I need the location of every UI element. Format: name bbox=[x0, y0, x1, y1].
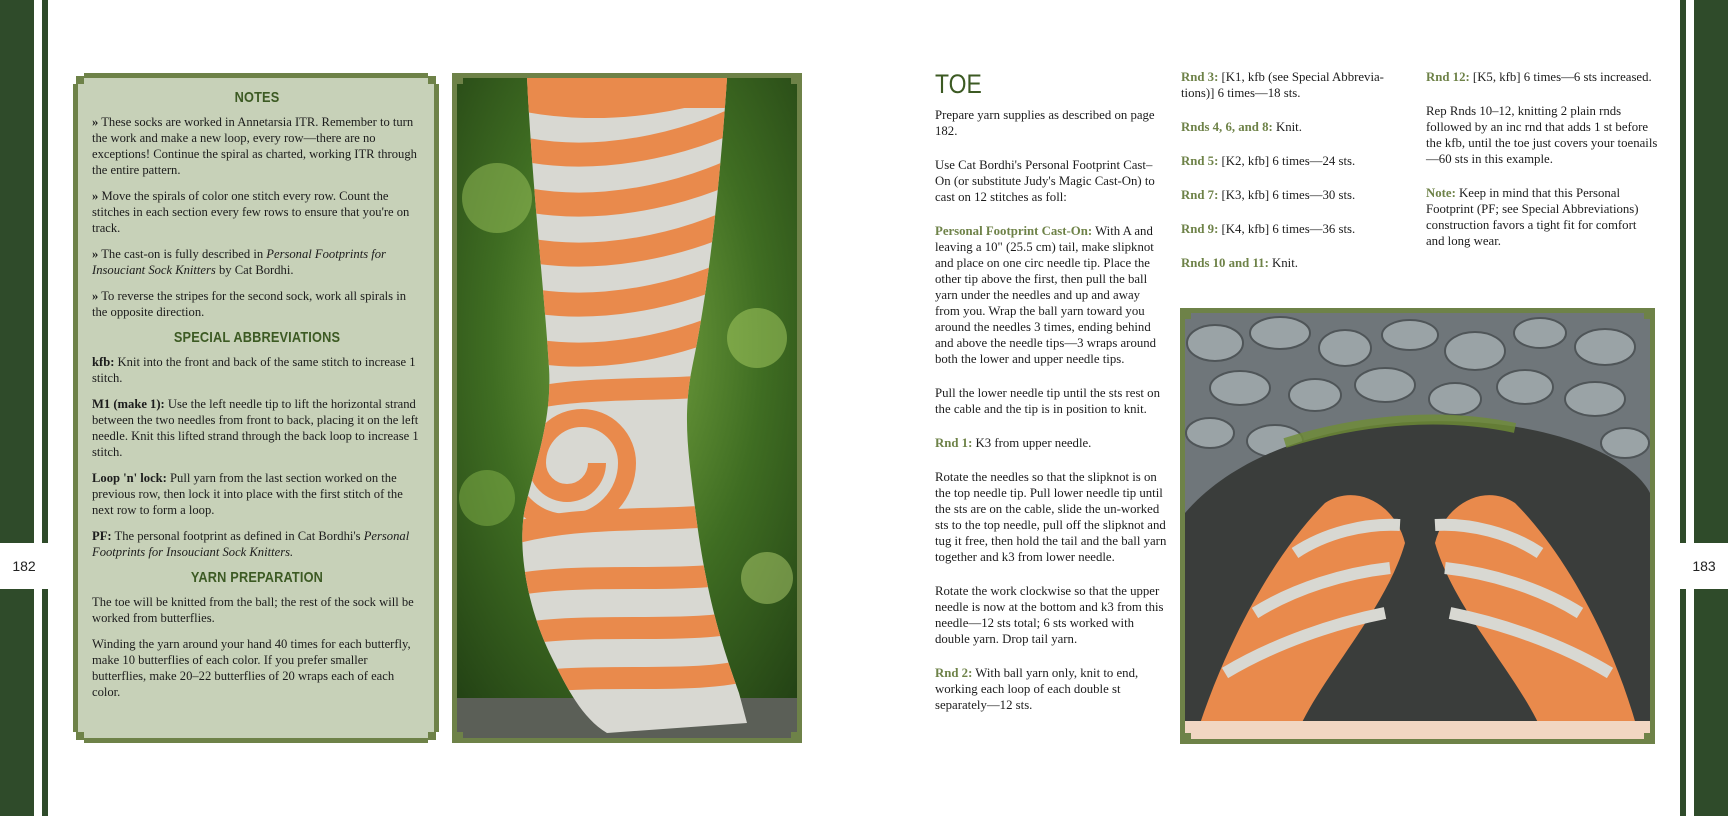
toe-paragraph: Use Cat Bordhi's Personal Footprint Cast–On (or substitute Judy's Magic Cast-On) to cast on 12 stitches as foll: bbox=[935, 158, 1155, 204]
abbreviations-heading: SPECIAL ABBREVIATIONS bbox=[173, 329, 341, 346]
right-edge-band bbox=[1694, 0, 1728, 816]
socks-on-rock-photo bbox=[1180, 308, 1655, 744]
round-instruction: Rnd 3: [K1, kfb (see Special Abbrevia-tions)] 6 times—18 sts. bbox=[1181, 70, 1384, 100]
round-instruction: Rnd 12: [K5, kfb] 6 times—6 sts increased. bbox=[1426, 70, 1652, 84]
round-instruction: Rnds 10 and 11: Knit. bbox=[1181, 256, 1298, 270]
abbrev-item: PF: The personal footprint as defined in Cat Bordhi's Personal Footprints for Insouciant Sock Knitters. bbox=[92, 529, 410, 559]
toe-column bbox=[935, 69, 1167, 731]
notes-heading: NOTES bbox=[234, 89, 280, 106]
toe-paragraph: Rotate the needles so that the slipknot is on the top needle tip. Pull lower needle tip until the sts are on the cable, slide the un-worked sts to the top needle, pull off the slipknot and tug it free, then hold the tail and the ball yarn together and k3 from lower needle. bbox=[935, 470, 1167, 564]
round-instruction: Rnd 5: [K2, kfb] 6 times—24 sts. bbox=[1181, 154, 1356, 168]
yarn-prep-heading: YARN PREPARATION bbox=[190, 569, 324, 586]
left-edge-band bbox=[0, 0, 34, 816]
round-instruction: Rnd 9: [K4, kfb] 6 times—36 sts. bbox=[1181, 222, 1356, 236]
note-item: » These socks are worked in Annetarsia ITR. Remember to turn the work and make a new loop, every row—there are no exceptions! Continue the spiral as charted, working ITR through the entire pattern. bbox=[92, 115, 417, 177]
toe-paragraph: Rotate the work clockwise so that the upper needle is now at the bottom and k3 from this needle—12 sts total; 6 sts worked with double yarn. Drop tail yarn. bbox=[935, 584, 1164, 646]
abbrev-item: kfb: Knit into the front and back of the same stitch to increase 1 stitch. bbox=[92, 355, 416, 385]
repeat-paragraph: Rep Rnds 10–12, knitting 2 plain rnds followed by an inc rnd that adds 1 st before the kfb, until the toe just covers your toenails—60 sts in this example. bbox=[1426, 104, 1658, 166]
toe-paragraph: Rnd 2: With ball yarn only, knit to end, working each loop of each double st separately—12 sts. bbox=[935, 666, 1139, 712]
sock-leg-photo bbox=[452, 73, 802, 743]
continuation-column bbox=[1426, 69, 1658, 267]
right-edge-stripe bbox=[1680, 0, 1686, 816]
note-item: » To reverse the stripes for the second sock, work all spirals in the opposite direction. bbox=[92, 289, 407, 319]
abbrev-item: Loop 'n' lock: Pull yarn from the last section worked on the previous row, then lock it into place with the first stitch of the next row to form a loop. bbox=[92, 471, 403, 517]
yarn-paragraph: The toe will be knitted from the ball; the rest of the sock will be worked from butterflies. bbox=[92, 595, 414, 625]
toe-paragraph: Personal Footprint Cast-On: With A and leaving a 10" (25.5 cm) tail, make slipknot and place on one circ needle tip. Place the other tip above the first, then pull the ball yarn under the needles and up and away from you. Wrap the ball yarn toward you around the needles 3 times, ending behind and above the needle tips—3 wraps around both the lower and upper needle tips. bbox=[935, 224, 1157, 366]
socks-on-rock-image bbox=[1185, 313, 1650, 739]
toe-paragraph: Prepare yarn supplies as described on page 182. bbox=[935, 108, 1155, 138]
note-item: » Move the spirals of color one stitch every row. Count the stitches in each section every few rows to ensure that you're on track. bbox=[92, 189, 410, 235]
rounds-column bbox=[1181, 69, 1401, 289]
abbrev-item: M1 (make 1): Use the left needle tip to lift the horizontal strand between the two needles from front to back, placing it on the left needle. Knit this lifted strand through the back loop to increase 1 stitch. bbox=[92, 397, 419, 459]
note-paragraph: Note: Keep in mind that this Personal Footprint (PF; see Special Abbreviations) construction favors a tight fit for comfort and long wear. bbox=[1426, 186, 1639, 248]
round-instruction: Rnd 7: [K3, kfb] 6 times—30 sts. bbox=[1181, 188, 1356, 202]
toe-title: TOE bbox=[935, 69, 982, 99]
page-number-right: 183 bbox=[1680, 543, 1728, 589]
notes-panel bbox=[73, 73, 439, 743]
left-edge-stripe bbox=[42, 0, 48, 816]
note-item: » The cast-on is fully described in Personal Footprints for Insouciant Sock Knitters by Cat Bordhi. bbox=[92, 247, 386, 277]
sock-leg-image bbox=[457, 78, 797, 738]
page-number-left: 182 bbox=[0, 543, 48, 589]
toe-paragraph: Pull the lower needle tip until the sts rest on the cable and the tip is in position to knit. bbox=[935, 386, 1160, 416]
yarn-paragraph: Winding the yarn around your hand 40 times for each butterfly, make 10 butterflies of each color. If you prefer smaller butterflies, make 20–22 butterflies of 20 wraps each of each color. bbox=[92, 637, 411, 699]
toe-paragraph: Rnd 1: K3 from upper needle. bbox=[935, 436, 1092, 450]
round-instruction: Rnds 4, 6, and 8: Knit. bbox=[1181, 120, 1302, 134]
